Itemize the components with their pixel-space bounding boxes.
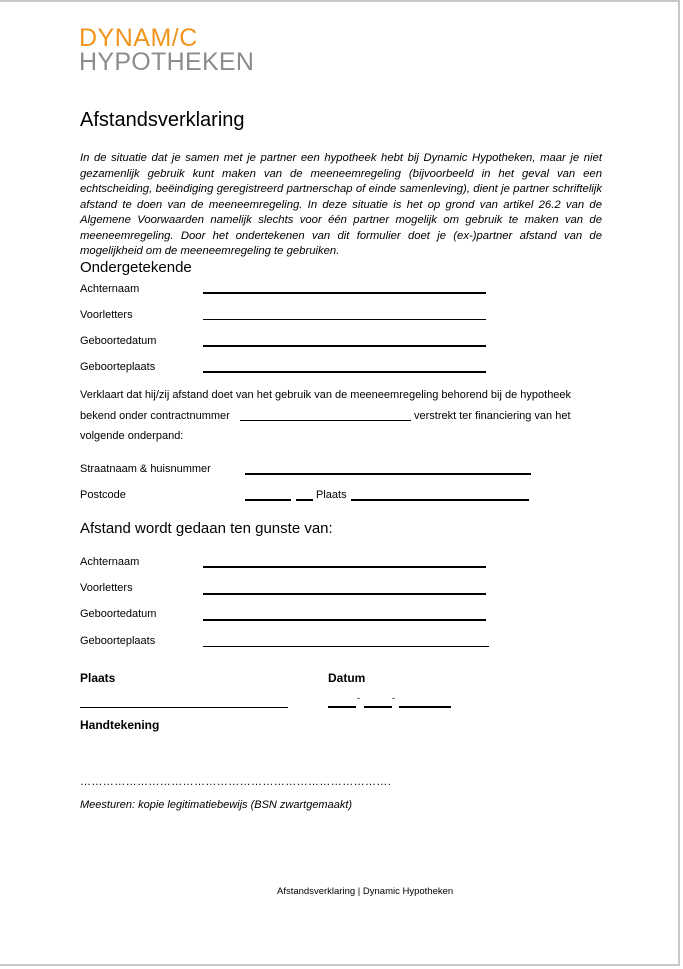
page-footer: Afstandsverklaring | Dynamic Hypotheken	[277, 886, 454, 897]
field-label-geboortedatum-1: Geboortedatum	[80, 335, 157, 347]
logo-hypotheken: HYPOTHEKEN	[79, 48, 255, 76]
declaration-line-2-after: verstrekt ter financiering van het	[414, 410, 571, 422]
postcode-label: Postcode	[80, 489, 126, 501]
postcode-digits-input[interactable]	[245, 499, 291, 501]
city-input[interactable]	[351, 499, 529, 501]
date-month-input[interactable]	[364, 706, 392, 708]
field-input-achternaam-1[interactable]	[203, 292, 486, 294]
place-label: Plaats	[80, 671, 116, 685]
field-label-geboortedatum-2: Geboortedatum	[80, 608, 157, 620]
field-label-voorletters-2: Voorletters	[80, 582, 133, 594]
field-label-voorletters-1: Voorletters	[80, 309, 133, 321]
attachment-note: Meesturen: kopie legitimatiebewijs (BSN zwartgemaakt)	[80, 799, 353, 811]
date-year-input[interactable]	[399, 706, 451, 708]
field-label-achternaam-2: Achternaam	[80, 556, 140, 568]
postcode-letters-input[interactable]	[296, 499, 313, 501]
date-day-input[interactable]	[328, 706, 356, 708]
date-separator-2: -	[392, 693, 395, 703]
field-input-geboorteplaats-1[interactable]	[203, 371, 486, 373]
field-input-achternaam-2[interactable]	[203, 566, 486, 568]
logo-dynamic: DYNAM/C	[79, 24, 198, 52]
declaration-line-1: Verklaart dat hij/zij afstand doet van het gebruik van de meeneemregeling behorend bij de hypotheek	[80, 389, 572, 401]
street-label: Straatnaam & huisnummer	[80, 463, 211, 475]
field-label-geboorteplaats-2: Geboorteplaats	[80, 635, 156, 647]
field-input-geboorteplaats-2[interactable]	[203, 646, 489, 647]
street-input[interactable]	[245, 473, 531, 475]
city-label: Plaats	[316, 489, 347, 501]
signature-label: Handtekening	[80, 718, 160, 732]
intro-paragraph: In de situatie dat je samen met je partner een hypotheek hebt bij Dynamic Hypotheken, maar je niet gezamenlijk gebruik kunt maken van de meeneemregeling (bijvoorbeeld in het geval van een echtscheiding, beëindiging geregistreerd partnerschap of einde samenleving), dient je partner schriftelijk afstand te doen van de meeneemregeling. In deze situatie is het op grond van artikel 26.2 van de Algemene Voorwaarden namelijk slechts voor één partner mogelijk om gebruik te maken van de meeneemregeling. Door het ondertekenen van dit formulier doet je (ex-)partner afstand van de mogelijkheid om de meeneemregeling te gebruiken.	[80, 152, 602, 257]
date-label: Datum	[328, 671, 366, 685]
field-input-voorletters-1[interactable]	[203, 319, 486, 320]
section-heading-ten-gunste-van: Afstand wordt gedaan ten gunste van:	[80, 520, 333, 537]
date-separator-1: -	[357, 693, 360, 703]
declaration-line-3: volgende onderpand:	[80, 430, 184, 442]
field-label-geboorteplaats-1: Geboorteplaats	[80, 361, 156, 373]
signature-line[interactable]: ……………………………………………………………………….	[80, 776, 392, 788]
field-input-voorletters-2[interactable]	[203, 593, 486, 595]
field-label-achternaam-1: Achternaam	[80, 283, 140, 295]
section-heading-ondergetekende: Ondergetekende	[80, 259, 192, 276]
document-title: Afstandsverklaring	[80, 109, 245, 131]
field-input-geboortedatum-2[interactable]	[203, 619, 486, 621]
contract-number-input[interactable]	[240, 420, 411, 421]
declaration-line-2-before: bekend onder contractnummer	[80, 410, 230, 422]
field-input-geboortedatum-1[interactable]	[203, 345, 486, 347]
place-input[interactable]	[80, 707, 288, 708]
